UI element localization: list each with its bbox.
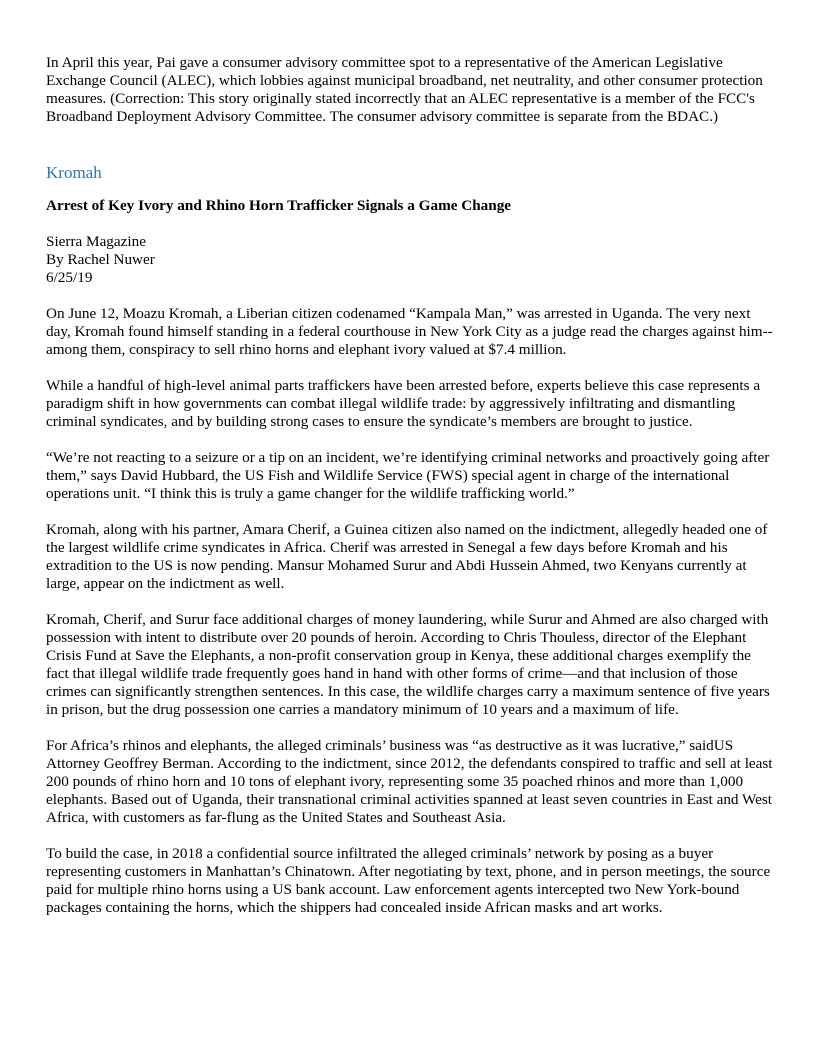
article-headline: Arrest of Key Ivory and Rhino Horn Trafficker Signals a Game Change [46,197,512,214]
article-paragraph: Kromah, Cherif, and Surur face additional charges of money laundering, while Surur and Ahmed are also charged with possession with intent to distribute over 20 pounds of heroin. According to Chris Thouless, director of the Elephant Crisis Fund at Save the Elephants, a non-profit conservation group in Kenya, these additional charges exemplify the fact that illegal wildlife trade frequently goes hand in hand with other forms of crime—and that inclusion of those crimes can significantly strengthen sentences. In this case, the wildlife charges carry a maximum sentence of five years in prison, but the drug possession one carries a mandatory minimum of 10 years and a maximum of life. [46,611,770,718]
article-paragraph: While a handful of high-level animal parts traffickers have been arrested before, experts believe this case represents a paradigm shift in how governments can combat illegal wildlife trade: by aggressively infiltrating and dismantling criminal syndicates, and by building strong cases to ensure the syndicate’s members are brought to justice. [46,377,761,430]
article-byline [46,233,774,287]
section-heading: Kromah [46,163,102,182]
document-page [46,54,774,935]
article-paragraph: Kromah, along with his partner, Amara Cherif, a Guinea citizen also named on the indictment, allegedly headed one of the largest wildlife crime syndicates in Africa. Cherif was arrested in Senegal a few days before Kromah and his extradition to the US is now pending. Mansur Mohamed Surur and Abdi Hussein Ahmed, two Kenyans currently at large, appear on the indictment as well. [46,521,768,592]
article-paragraph: For Africa’s rhinos and elephants, the alleged criminals’ business was “as destructive as it was lucrative,” saidUS Attorney Geoffrey Berman. According to the indictment, since 2012, the defendants conspired to traffic and sell at least 200 pounds of rhino horn and 10 tons of elephant ivory, representing some 35 poached rhinos and more than 1,000 elephants. Based out of Uganda, their transnational criminal activities spanned at least seven countries in East and West Africa, with customers as far-flung as the United States and Southeast Asia. [46,737,773,826]
intro-paragraph: In April this year, Pai gave a consumer advisory committee spot to a representative of the American Legislative Exchange Council (ALEC), which lobbies against municipal broadband, net neutrality, and other consumer protection measures. (Correction: This story originally stated incorrectly that an ALEC representative is a member of the FCC's Broadband Deployment Advisory Committee. The consumer advisory committee is separate from the BDAC.) [46,54,763,125]
author-name: By Rachel Nuwer [46,251,155,268]
article-paragraph: On June 12, Moazu Kromah, a Liberian citizen codenamed “Kampala Man,” was arrested in Uganda. The very next day, Kromah found himself standing in a federal courthouse in New York City as a judge read the charges against him--among them, conspiracy to sell rhino horns and elephant ivory valued at $7.4 million. [46,305,773,358]
article-paragraph: To build the case, in 2018 a confidential source infiltrated the alleged criminals’ network by posing as a buyer representing customers in Manhattan’s Chinatown. After negotiating by text, phone, and in person meetings, the source paid for multiple rhino horns using a US bank account. Law enforcement agents intercepted two New York-bound packages containing the horns, which the shippers had concealed inside African masks and art works. [46,845,771,916]
publish-date: 6/25/19 [46,269,93,286]
publication-name: Sierra Magazine [46,233,146,250]
article-paragraph: “We’re not reacting to a seizure or a tip on an incident, we’re identifying criminal networks and proactively going after them,” says David Hubbard, the US Fish and Wildlife Service (FWS) special agent in charge of the international operations unit. “I think this is truly a game changer for the wildlife trafficking world.” [46,449,770,502]
